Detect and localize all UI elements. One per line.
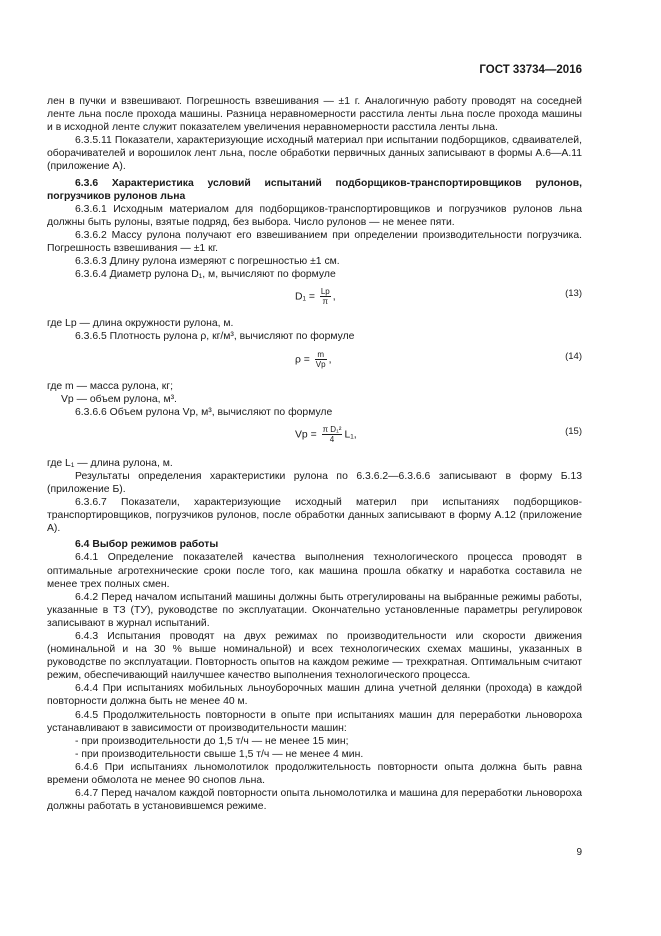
fraction — [315, 350, 327, 369]
formula-14 — [47, 346, 582, 376]
paragraph: 6.3.6.2 Массу рулона получают его взвешиванием при определении производительности погрузчика. Погрешность взвешивания — ±1 кг. — [47, 229, 582, 255]
formula-15 — [47, 421, 582, 453]
paragraph: 6.4.6 При испытаниях льномолотилок продолжительность повторности опыта должна быть равна времени обмолота не менее 90 снопов льна. — [47, 761, 582, 787]
formula-lhs: D₁ = — [295, 291, 315, 303]
page-body — [47, 95, 582, 813]
paragraph: 6.4.5 Продолжительность повторности в опыте при испытаниях машин для переработки льновороха устанавливают в зависимости от производительности машин: — [47, 709, 582, 734]
list-item: - при производительности до 1,5 т/ч — не менее 15 мин; — [75, 735, 349, 747]
paragraph: 6.4.3 Испытания проводят на двух режимах по производительности или скорости движения (номинальной и на 30 % выше номинальной) и всех технологических схемах машины, указанных в руководстве по эксплуатации. Повторность опытов на каждом режиме — трехкратная. Оптимальным считают режим, обеспечивающий наилучшее качество выполнения технологического процесса. — [47, 631, 582, 682]
where-clause: где m — масса рулона, кг; — [47, 380, 173, 392]
numerator: π D₁² — [322, 424, 342, 434]
paragraph: лен в пучки и взвешивают. Погрешность взвешивания — ±1 г. Аналогичную работу проводят на соседней ленте льна после прохода машины. Разница неравномерности расстила ленты льна после прохода машины и в исходной ленте служит показателем увеличения неравномерности расстила ленты льна. — [47, 96, 582, 134]
paragraph: 6.3.6.5 Плотность рулона ρ, кг/м³, вычисляют по формуле — [75, 331, 355, 343]
fraction — [322, 425, 343, 444]
formula-number: (13) — [565, 288, 582, 300]
paragraph: 6.3.6.7 Показатели, характеризующие исходный материл при испытаниях подборщиков-транспортировщиков, погрузчиков рулонов, после обработки данных записывают в форму А.12 (приложение А). — [47, 497, 582, 535]
fraction — [320, 287, 331, 306]
paragraph: 6.4.7 Перед началом каждой повторности опыта льномолотилка и машина для переработки льновороха должны работать в установившемся режиме. — [47, 788, 582, 813]
formula-lhs: ρ = — [295, 353, 310, 365]
paragraph: 6.4.4 При испытаниях мобильных льноуборочных машин длина учетной делянки (прохода) в каждой повторности должна быть не менее 40 м. — [47, 683, 582, 708]
where-clause: где L₁ — длина рулона, м. — [47, 457, 173, 469]
formula-number: (14) — [565, 350, 582, 362]
numerator: Lр — [320, 287, 330, 297]
section-heading: 6.4 Выбор режимов работы — [75, 539, 219, 551]
formula-expression — [295, 350, 331, 369]
paragraph: 6.4.2 Перед началом испытаний машины должны быть отрегулированы на выбранные режимы работы, указанные в ТЗ (ТУ), руководстве по эксплуатации. Окончательно установленные параметры регулировок записывают в журнал испытаний. — [47, 591, 582, 629]
where-clause: где Lр — длина окружности рулона, м. — [47, 318, 234, 330]
formula-expression — [295, 425, 357, 444]
paragraph: 6.3.6.3 Длину рулона измеряют с погрешностью ±1 см. — [75, 256, 340, 268]
list-item: - при производительности свыше 1,5 т/ч — не менее 4 мин. — [75, 748, 364, 760]
paragraph: 6.3.5.11 Показатели, характеризующие исходный материал при испытании подборщиков, сдваивателей, оборачивателей и ворошилок лент льна, после обработки первичных данных записывают в формы А.6—А.11 (приложение А). — [47, 135, 582, 173]
formula-tail: L₁, — [344, 429, 357, 441]
formula-lhs: Vр = — [295, 429, 317, 441]
page-number: 9 — [576, 847, 582, 858]
denominator: Vр — [315, 359, 326, 369]
section-heading: 6.3.6 Характеристика условий испытаний подборщиков-транспортировщиков рулонов, погрузчиков рулонов льна — [47, 177, 582, 202]
formula-tail: , — [328, 353, 332, 365]
paragraph: 6.3.6.4 Диаметр рулона D₁, м, вычисляют по формуле — [75, 269, 336, 281]
paragraph: Результаты определения характеристики рулона по 6.3.6.2—6.3.6.6 записывают в форму Б.13 (приложение Б). — [47, 470, 582, 495]
where-clause: Vр — объем рулона, м³. — [61, 393, 177, 405]
formula-13 — [47, 283, 582, 313]
formula-number: (15) — [565, 425, 582, 437]
denominator: 4 — [329, 434, 335, 444]
denominator: π — [322, 297, 329, 307]
paragraph: 6.4.1 Определение показателей качества выполнения технологического процесса проводят в оптимальные агротехнические сроки после того, как машина прошла обкатку и наработка составила не менее трех полных смен. — [47, 552, 582, 590]
numerator: m — [315, 350, 327, 360]
document-header: ГОСТ 33734—2016 — [479, 64, 582, 76]
paragraph: 6.3.6.1 Исходным материалом для подборщиков-транспортировщиков и погрузчиков рулонов льна должны быть рулоны, взятые подряд, без выбора. Число рулонов — не менее пяти. — [47, 203, 582, 228]
formula-tail: , — [332, 291, 336, 303]
paragraph: 6.3.6.6 Объем рулона Vр, м³, вычисляют по формуле — [75, 406, 333, 418]
formula-expression — [295, 287, 336, 306]
